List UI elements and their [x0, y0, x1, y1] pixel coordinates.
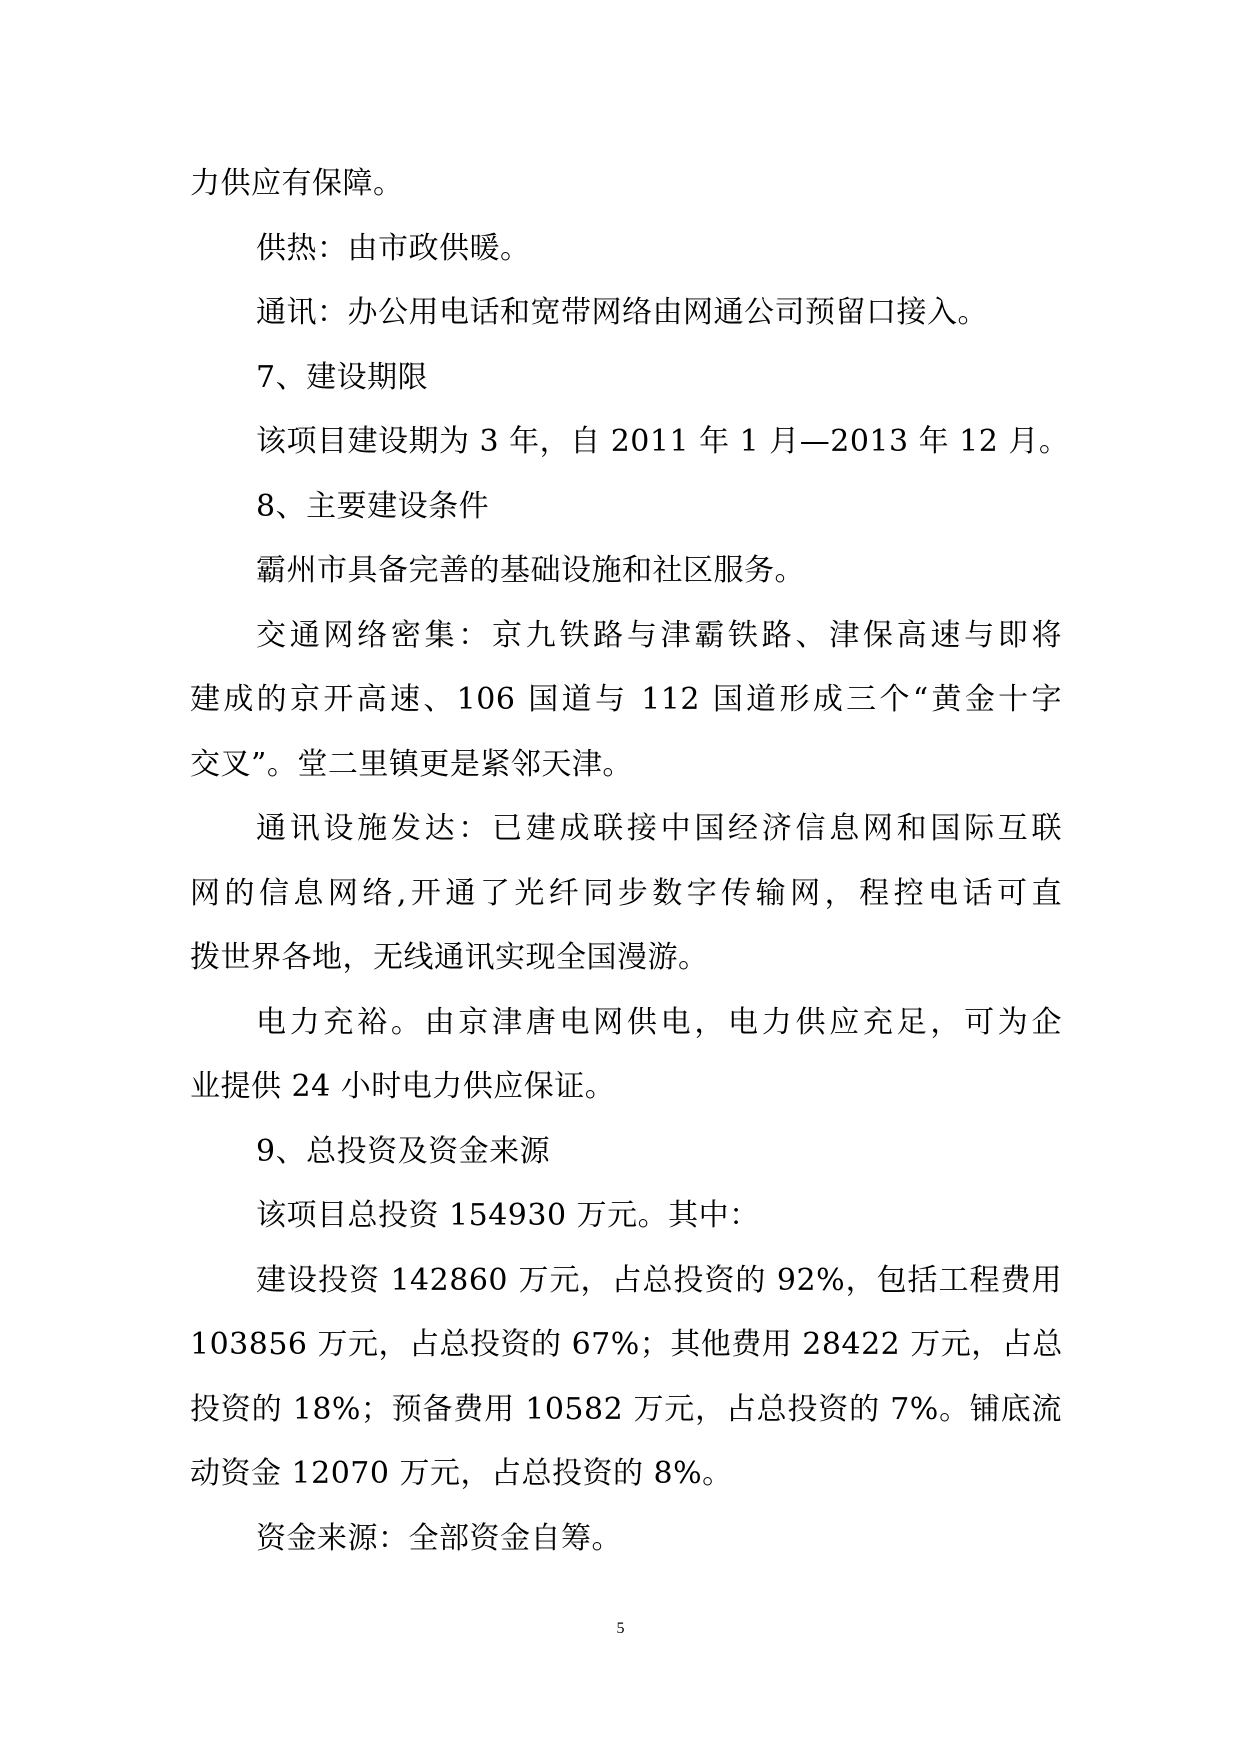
section-heading: 8、主要建设条件	[256, 488, 490, 524]
paragraph-line: 该项目建设期为 3 年，自 2011 年 1 月—2013 年 12 月。	[256, 424, 1070, 459]
paragraph-line: 该项目总投资 154930 万元。其中：	[256, 1198, 760, 1233]
paragraph-line: 网的信息网络,开通了光纤同步数字传输网，程控电话可直	[190, 875, 1062, 911]
paragraph-line: 交叉”。堂二里镇更是紧邻天津。	[190, 746, 633, 782]
paragraph-line: 通讯设施发达：已建成联接中国经济信息网和国际互联	[256, 811, 1062, 846]
document-body	[190, 152, 1070, 1571]
paragraph-line: 动资金 12070 万元，占总投资的 8%。	[190, 1456, 733, 1491]
paragraph-line: 力供应有保障。	[190, 166, 404, 201]
paragraph-line: 投资的 18%；预备费用 10582 万元，占总投资的 7%。铺底流	[190, 1391, 1062, 1427]
paragraph-line: 交通网络密集：京九铁路与津霸铁路、津保高速与即将	[256, 617, 1062, 653]
paragraph-line: 建成的京开高速、106 国道与 112 国道形成三个“黄金十字	[190, 682, 1062, 717]
paragraph-line: 拨世界各地，无线通讯实现全国漫游。	[190, 940, 709, 975]
paragraph-line: 霸州市具备完善的基础设施和社区服务。	[256, 553, 805, 588]
paragraph-line: 建设投资 142860 万元，占总投资的 92%，包括工程费用	[256, 1262, 1062, 1298]
paragraph-line: 电力充裕。由京津唐电网供电，电力供应充足，可为企	[256, 1004, 1062, 1040]
section-heading: 9、总投资及资金来源	[256, 1133, 551, 1169]
paragraph-line: 业提供 24 小时电力供应保证。	[190, 1069, 616, 1104]
paragraph-line: 资金来源：全部资金自筹。	[256, 1520, 622, 1556]
paragraph-line: 通讯：办公用电话和宽带网络由网通公司预留口接入。	[256, 295, 988, 330]
paragraph-line: 供热：由市政供暖。	[256, 230, 531, 266]
page-number: 5	[616, 1620, 625, 1637]
section-heading: 7、建设期限	[256, 359, 429, 395]
paragraph-line: 103856 万元，占总投资的 67%；其他费用 28422 万元，占总	[190, 1327, 1063, 1362]
